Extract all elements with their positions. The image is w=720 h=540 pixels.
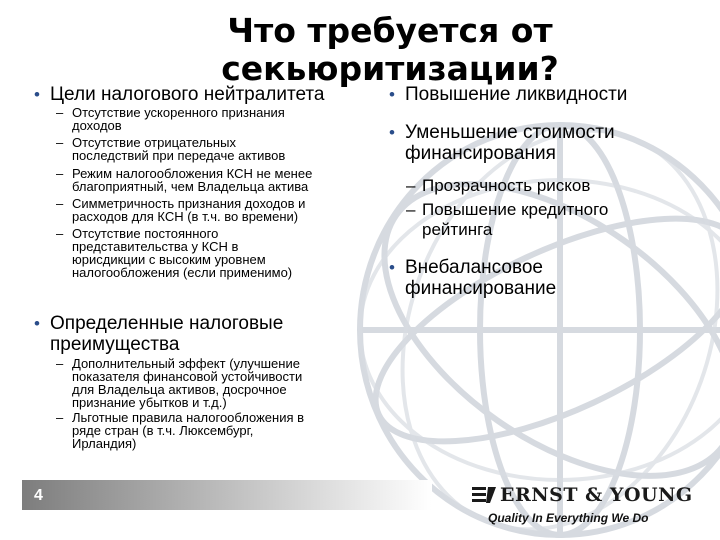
- dash-icon: –: [56, 135, 64, 150]
- sub-item-line: для Владельца активов, досрочное: [72, 382, 287, 397]
- bullet-funding-cost: [389, 122, 615, 164]
- dash-icon: –: [56, 410, 64, 425]
- slide-title-line-2: секьюритизации?: [221, 49, 559, 88]
- sub-item-line: юрисдикции с высоким уровнем: [72, 252, 266, 267]
- sub-item: [56, 166, 313, 194]
- sub-item-line: рейтинга: [422, 220, 493, 239]
- company-tagline: Quality In Everything We Do: [488, 511, 649, 525]
- sub-item-line: Повышение кредитного: [422, 200, 609, 219]
- sub-item-line: Льготные правила налогообложения в: [72, 410, 305, 425]
- sub-item-line: Прозрачность рисков: [422, 176, 591, 195]
- sub-item-line: признание убытков и т.д.): [72, 395, 227, 410]
- sub-item-line: последствий при передаче активов: [72, 148, 286, 163]
- bullet-dot-icon: •: [389, 258, 395, 277]
- sub-item-line: расходов для КСН (в т.ч. во времени): [72, 209, 299, 224]
- sub-item-line: Отсутствие постоянного: [72, 226, 219, 241]
- sub-item: [56, 135, 286, 163]
- bullet-text-line: Внебалансовое: [405, 257, 543, 278]
- sub-item-line: ряде стран (в т.ч. Люксембург,: [72, 423, 254, 438]
- sub-item-line: Отсутствие ускоренного признания: [72, 105, 285, 120]
- bullet-text-line: преимущества: [50, 334, 180, 355]
- company-logo-text: ERNST & YOUNG: [500, 484, 693, 506]
- bullet-text-line: финансирование: [405, 278, 557, 299]
- sub-item-line: представительства у КСН в: [72, 239, 239, 254]
- sub-item: [56, 356, 303, 410]
- ernst-young-logo-icon: [470, 485, 498, 505]
- bullet-dot-icon: •: [389, 123, 395, 142]
- sub-item: [56, 410, 305, 451]
- bullet-liquidity: [389, 84, 628, 105]
- bullet-off-balance: [389, 257, 557, 299]
- sub-item: [406, 176, 591, 196]
- sub-item-line: Ирландия): [72, 436, 137, 451]
- dash-icon: –: [56, 196, 64, 211]
- bullet-dot-icon: •: [34, 314, 40, 333]
- sub-item-line: доходов: [72, 118, 122, 133]
- dash-icon: –: [56, 356, 64, 371]
- sub-item-line: Дополнительный эффект (улучшение: [72, 356, 300, 371]
- bullet-text: Цели налогового нейтралитета: [50, 84, 325, 105]
- sub-item: [56, 226, 293, 280]
- bullet-text-line: финансирования: [405, 143, 556, 164]
- sub-item-line: благоприятный, чем Владельца актива: [72, 179, 309, 194]
- bullet-tax-advantages: [34, 313, 284, 355]
- dash-icon: –: [56, 166, 64, 181]
- sub-item-line: Отсутствие отрицательных: [72, 135, 236, 150]
- footer-bar: [22, 480, 432, 510]
- bullet-text-line: Определенные налоговые: [50, 313, 284, 334]
- sub-item-line: Симметричность признания доходов и: [72, 196, 306, 211]
- bullet-text-line: Уменьшение стоимости: [405, 122, 615, 143]
- dash-icon: –: [56, 226, 64, 241]
- bullet-tax-neutrality: [34, 84, 325, 105]
- sub-item-line: показателя финансовой устойчивости: [72, 369, 303, 384]
- bullet-dot-icon: •: [34, 85, 40, 104]
- sub-item-line: налогообложения (если применимо): [72, 265, 293, 280]
- sub-item: [56, 105, 285, 133]
- sub-item-line: Режим налогообложения КСН не менее: [72, 166, 313, 181]
- slide-title-line-1: Что требуется от: [227, 11, 553, 50]
- bullet-text: Повышение ликвидности: [405, 84, 628, 105]
- bullet-dot-icon: •: [389, 85, 395, 104]
- sub-item: [406, 200, 609, 240]
- dash-icon: –: [406, 176, 416, 195]
- page-number: 4: [34, 487, 43, 504]
- sub-item: [56, 196, 306, 224]
- dash-icon: –: [406, 200, 416, 219]
- dash-icon: –: [56, 105, 64, 120]
